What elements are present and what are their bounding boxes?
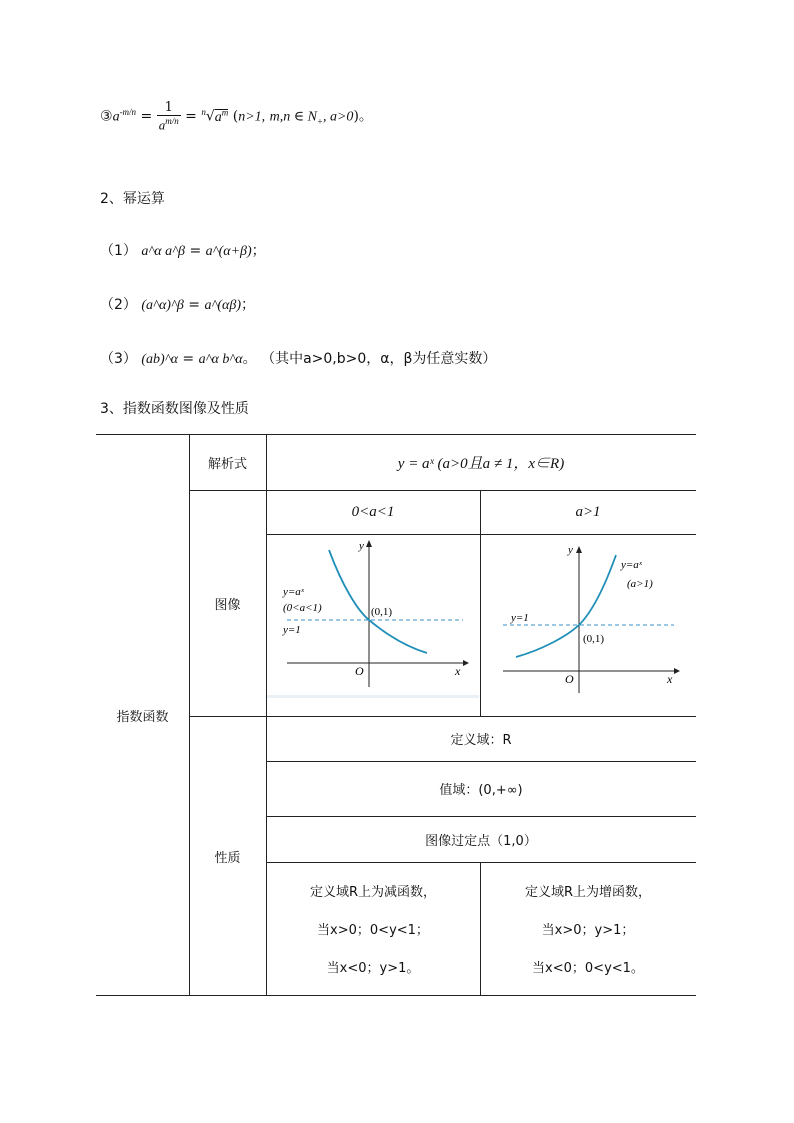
equals-2: =	[185, 108, 197, 125]
formula-neg-exp: -m/n	[119, 107, 137, 118]
y-axis-label: y	[568, 544, 573, 556]
condition-label: (0<a<1)	[283, 602, 322, 614]
scan-artifact	[267, 695, 479, 698]
graph-label: 图像	[214, 597, 241, 613]
range: 值域：(0,+∞)	[439, 783, 523, 798]
radicand	[215, 109, 229, 125]
rule-1-lhs: a^α a^β	[141, 244, 186, 259]
x-axis-label: x	[455, 664, 461, 678]
cond-sub: +	[316, 116, 323, 127]
root-index: n	[201, 107, 206, 118]
inc-line-2: 当x<0；0<y<1。	[532, 961, 644, 976]
dec-line-1: 当x>0；0<y<1；	[317, 923, 429, 938]
section-3-heading: 3、指数函数图像及性质	[100, 401, 249, 417]
cond-close: )	[353, 108, 359, 125]
rule-3-rhs: a^α b^α	[198, 352, 243, 367]
line-label: y=1	[511, 612, 529, 624]
domain: 定义域：R	[450, 733, 512, 748]
graph-increasing	[481, 535, 695, 716]
origin-label: O	[355, 664, 364, 678]
rule-3-condition: （其中a>0,b>0，α，β为任意实数）	[261, 351, 497, 367]
y-axis-label: y	[359, 540, 364, 552]
prop-label: 性质	[214, 850, 241, 866]
radicand-base: a	[214, 109, 222, 125]
fraction	[157, 100, 181, 133]
rule-1-rhs: a^(α+β)	[205, 244, 252, 259]
dec-title: 定义域R上为减函数，	[309, 885, 437, 900]
point-label: (0,1)	[371, 606, 393, 618]
rule-3-eq: =	[182, 351, 195, 367]
cond-mn: m,n ∈ N	[269, 109, 317, 125]
cond-n: n>1,	[238, 109, 266, 125]
rule-2-rhs: a^(αβ)	[204, 298, 242, 313]
formula-3	[100, 100, 373, 133]
fixed-point: 图像过定点（1,0）	[425, 833, 537, 849]
curve-label: y=aˣ	[621, 559, 642, 571]
radical-sign: √	[205, 108, 215, 125]
inc-title: 定义域R上为增函数，	[524, 885, 652, 900]
row-header: 指数函数	[116, 709, 169, 725]
formula-base: a	[112, 109, 120, 125]
x-arrow-icon	[463, 660, 469, 666]
exponential-function-table	[96, 434, 696, 996]
origin-label: O	[565, 672, 574, 686]
rule-2	[100, 294, 255, 314]
case-2-label: a>1	[575, 503, 601, 520]
cond-open: (	[232, 108, 239, 125]
radicand-exp: m	[221, 107, 229, 118]
x-arrow-icon	[674, 668, 680, 674]
expr-label: 解析式	[207, 456, 247, 472]
condition-label: (a>1)	[627, 578, 653, 590]
fraction-denominator	[157, 116, 181, 133]
rule-1-eq: =	[189, 243, 202, 259]
inc-line-1: 当x>0；y>1；	[541, 923, 635, 938]
increasing-properties	[480, 862, 696, 995]
rule-3-end: 。	[242, 351, 257, 367]
expr: y = aˣ (a>0且a ≠ 1，x∈R)	[397, 455, 565, 472]
rule-1-end: ；	[251, 243, 266, 259]
equals-1: =	[140, 108, 153, 125]
x-axis-label: x	[667, 672, 673, 686]
y-arrow-icon	[576, 546, 582, 553]
rule-2-end: ；	[241, 297, 256, 313]
den-base: a	[158, 117, 166, 133]
decreasing-properties	[266, 862, 480, 995]
rule-3	[100, 348, 496, 368]
y-arrow-icon	[366, 540, 372, 547]
point-label: (0,1)	[583, 633, 605, 645]
cond-a: , a>0	[322, 109, 354, 125]
rule-3-lhs: (ab)^α	[141, 352, 178, 367]
curve-label: y=aˣ	[283, 586, 304, 598]
end-mark: 。	[358, 108, 373, 125]
rule-1-label: （1）	[100, 243, 137, 259]
dec-line-2: 当x<0；y>1。	[326, 961, 420, 976]
graph-decreasing	[267, 535, 479, 716]
rule-2-lhs: (a^α)^β	[141, 298, 184, 313]
case-1-label: 0<a<1	[351, 503, 395, 520]
fraction-numerator: 1	[157, 100, 181, 116]
rule-2-eq: =	[188, 297, 201, 313]
line-label: y=1	[283, 624, 301, 636]
rule-3-label: （3）	[100, 351, 137, 367]
rule-1	[100, 240, 266, 260]
section-2-heading: 2、幂运算	[100, 191, 165, 207]
circled-3: ③	[100, 108, 113, 125]
decay-curve	[329, 550, 427, 653]
rule-2-label: （2）	[100, 297, 137, 313]
den-exp: m/n	[165, 116, 179, 126]
